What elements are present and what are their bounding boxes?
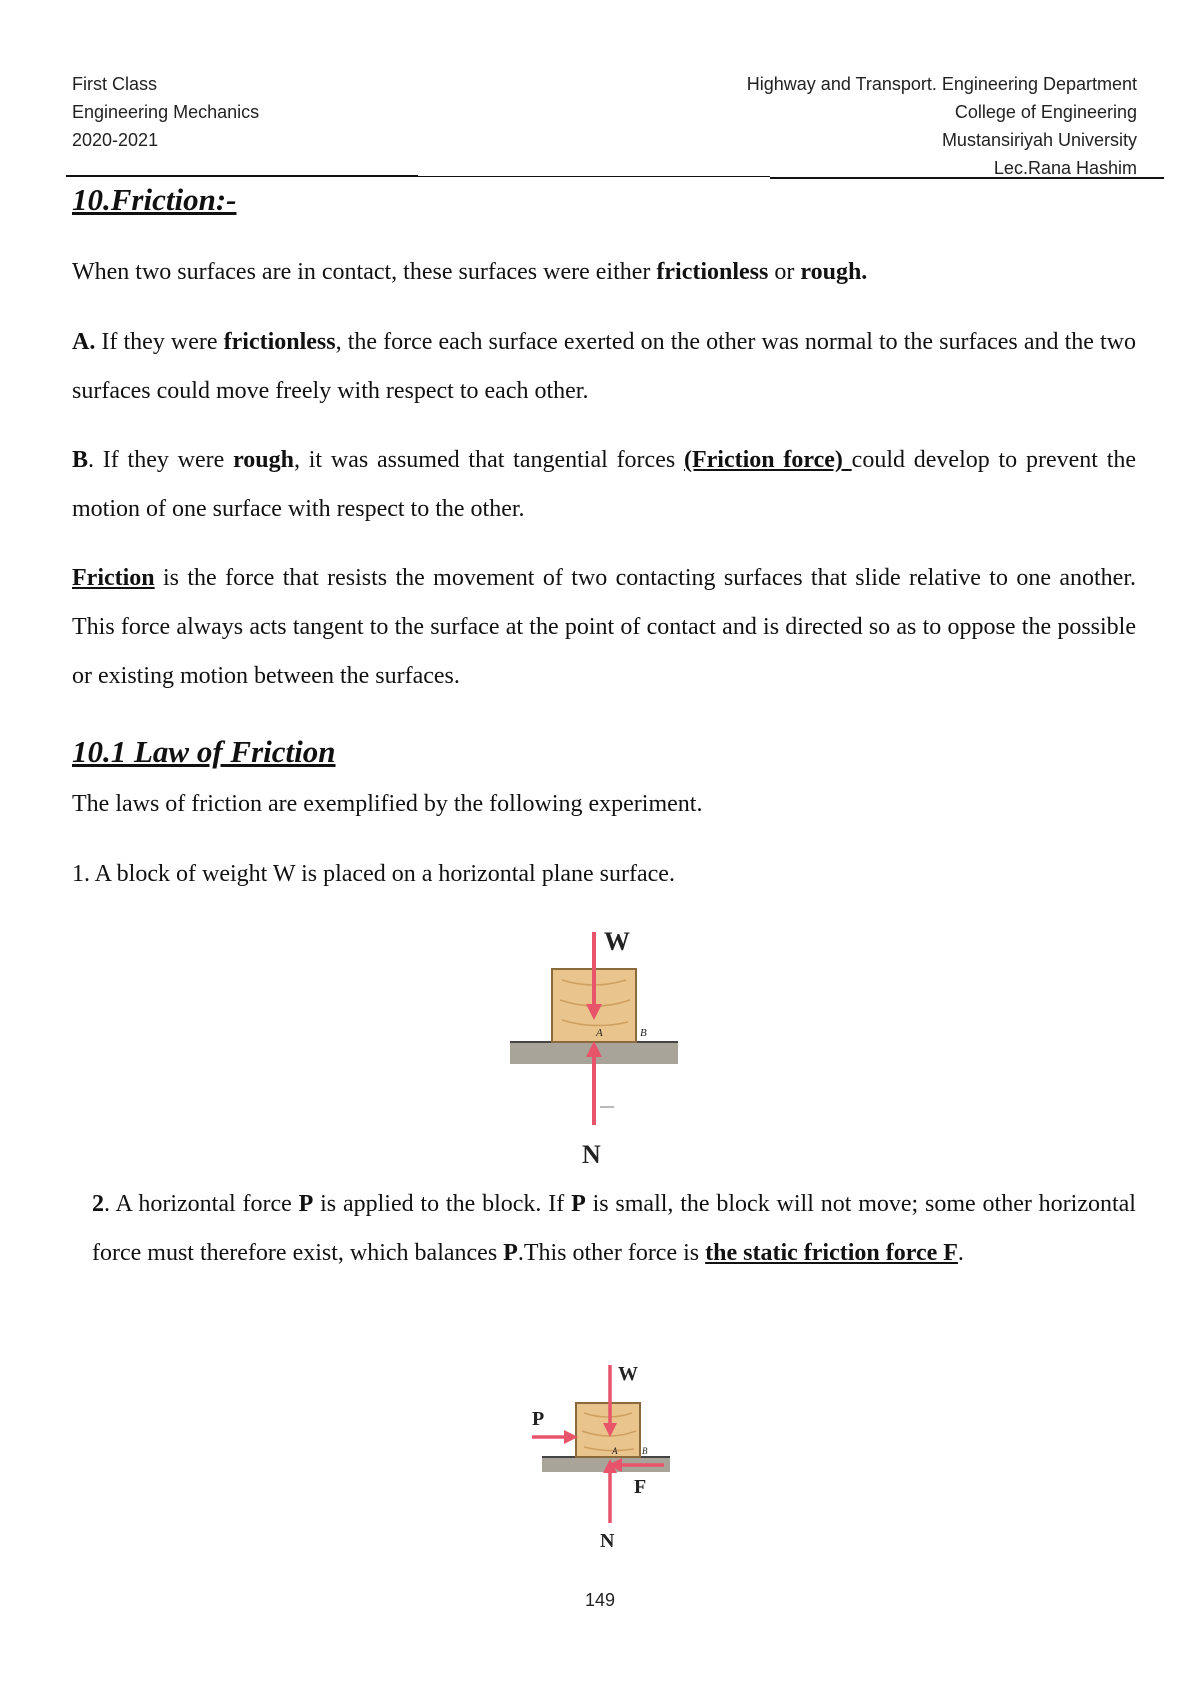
header-year: 2020-2021	[72, 130, 159, 150]
label-B: B	[640, 1027, 647, 1039]
label-W: W	[604, 927, 630, 956]
header-college: College of Engineering	[954, 102, 1137, 122]
page-number: 149	[584, 1590, 616, 1610]
step-1: 1. A block of weight W is placed on a horizontal plane surface.	[72, 861, 675, 887]
label-W: W	[618, 1363, 638, 1385]
header-right	[747, 70, 1137, 182]
header-university: Mustansiriyah University	[941, 130, 1137, 150]
figure-block-with-static-friction	[530, 1355, 680, 1555]
label-N: N	[582, 1140, 601, 1169]
label-N: N	[600, 1530, 615, 1552]
label-P: P	[532, 1408, 545, 1430]
header-divider-mid	[418, 176, 770, 177]
law-intro: The laws of friction are exemplified by the following experiment.	[72, 791, 703, 817]
label-A: A	[596, 1027, 603, 1039]
paragraph-b: B. If they were rough, it was assumed that tangential forces (Friction force) could develop to prevent the motion of one surface with respect to the other.	[72, 447, 1137, 522]
law-title: 10.1 Law of Friction	[72, 734, 336, 769]
step-2: 2. A horizontal force P is applied to the block. If P is small, the block will not move; some other horizontal force must therefore exist, which balances P.This other force is the static friction force F.	[92, 1191, 1136, 1266]
friction-definition: Friction is the force that resists the movement of two contacting surfaces that slide relative to one another. This force always acts tangent to the surface at the point of contact and is directed so as to oppose the possible or existing motion between the surfaces.	[72, 565, 1136, 689]
label-B: B	[642, 1446, 648, 1456]
label-A: A	[612, 1446, 618, 1456]
header-left	[72, 70, 259, 154]
header-lecturer: Lec.Rana Hashim	[993, 158, 1137, 178]
figure-block-on-plane	[510, 920, 690, 1172]
header-divider-left	[66, 175, 418, 177]
paragraph-a: A. If they were frictionless, the force each surface exerted on the other was normal to the surfaces and the two surfaces could move freely with respect to each other.	[72, 329, 1137, 404]
header-divider-right	[770, 177, 1164, 179]
header-department: Highway and Transport. Engineering Department	[746, 74, 1137, 94]
header-class: First Class	[72, 74, 157, 94]
intro-paragraph: When two surfaces are in contact, these surfaces were either frictionless or rough.	[72, 259, 868, 285]
header-course: Engineering Mechanics	[72, 102, 260, 122]
label-F: F	[634, 1476, 647, 1498]
section-title: 10.Friction:-	[72, 182, 237, 217]
